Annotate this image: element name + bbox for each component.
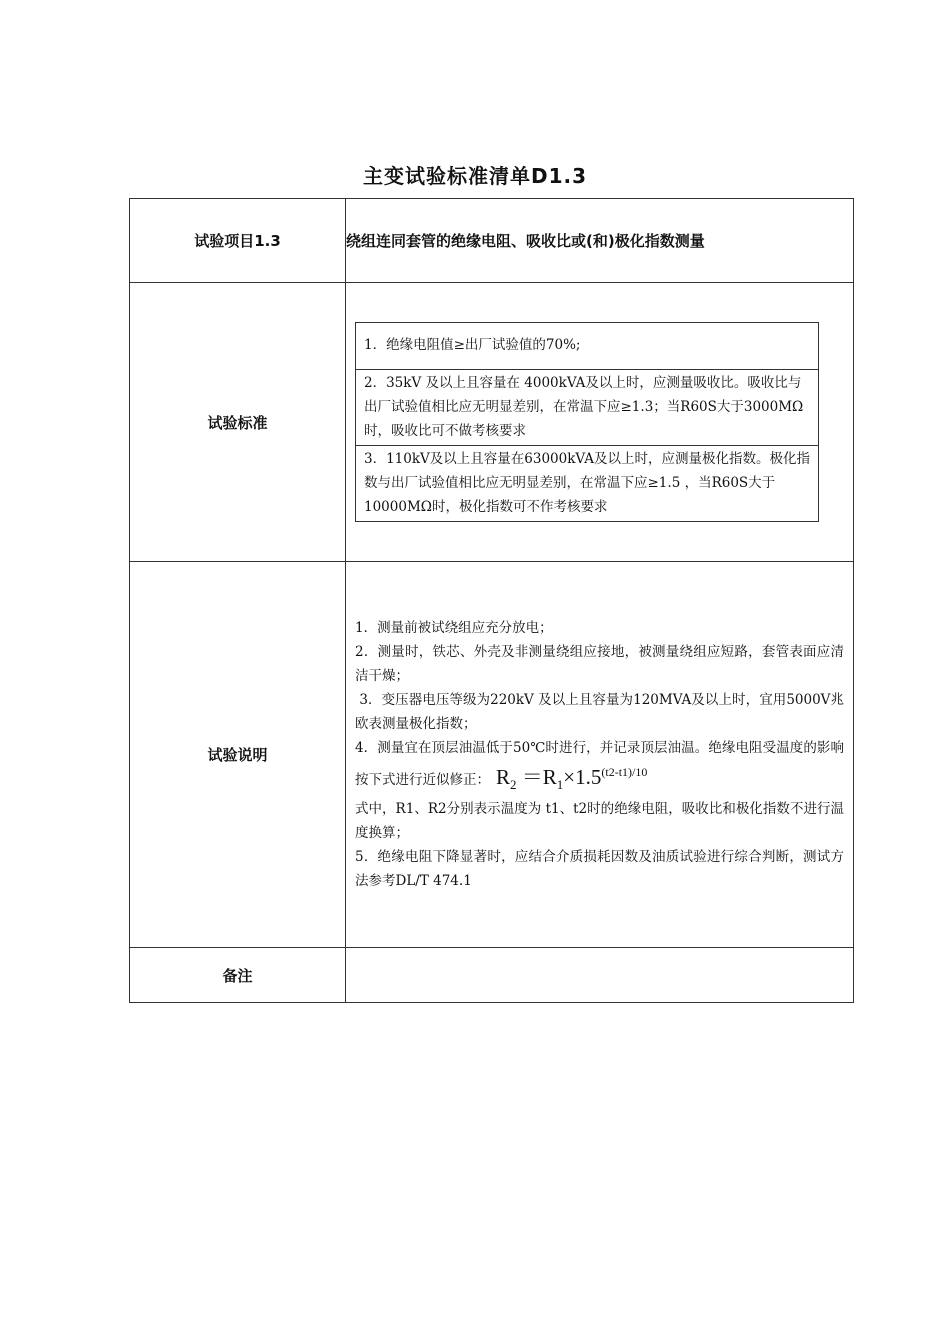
table-row: [130, 283, 854, 562]
standard-label: 试验标准: [130, 283, 346, 562]
description-p2: 2．测量时，铁芯、外壳及非测量绕组应接地，被测量绕组应短路，套管表面应清洁干燥；: [355, 643, 844, 684]
standard-item-2: 2．35kV 及以上且容量在 4000kVA及以上时，应测量吸收比。吸收比与出厂试验值相比应无明显差别，在常温下应≥1.3；当R60S大于3000MΩ 时，吸收比可不做考核要求: [356, 369, 818, 445]
item-value: 绕组连同套管的绝缘电阻、吸收比或(和)极化指数测量: [346, 199, 854, 283]
standard-item-1: 1．绝缘电阻值≥出厂试验值的70%;: [364, 337, 581, 353]
description-p4-text: 4．测量宜在顶层油温低于50℃时进行，并记录顶层油温。绝缘电阻受温度的影响按下式进行近似修正：: [355, 739, 844, 788]
remarks-value: [346, 948, 854, 1003]
temperature-correction-formula: $R_2 =R_1\times 1.5^{(t2-t1)/10}$: [496, 764, 648, 793]
description-label: 试验说明: [130, 562, 346, 948]
table-row: [130, 199, 854, 283]
description-p5: 式中，R1、R2分别表示温度为 t1、t2时的绝缘电阻，吸收比和极化指数不进行温度换算；: [355, 801, 844, 842]
remarks-label: 备注: [130, 948, 346, 1003]
table-row: [130, 562, 854, 948]
description-p4: [355, 736, 844, 797]
page-title: 主变试验标准清单D1.3: [362, 164, 588, 188]
description-cell: [346, 562, 854, 948]
standard-item-3: 3．110kV及以上且容量在63000kVA及以上时，应测量极化指数。极化指数与出厂试验值相比应无明显差别，在常温下应≥1.5 ，当R60S大于10000MΩ时，极化指数可不作考核要求: [356, 445, 818, 521]
test-standard-table: [129, 198, 854, 1003]
table-row: [130, 948, 854, 1003]
description-p6: 5．绝缘电阻下降显著时，应结合介质损耗因数及油质试验进行综合判断，测试方法参考DL/T 474.1: [355, 849, 844, 890]
standard-box: [355, 322, 819, 522]
description-text: [346, 616, 853, 893]
standard-cell: [346, 283, 854, 562]
item-label: 试验项目1.3: [130, 199, 346, 283]
description-p3: 3．变压器电压等级为220kV 及以上且容量为120MVA及以上时，宜用5000V兆欧表测量极化指数；: [355, 691, 844, 732]
description-p1: 1．测量前被试绕组应充分放电；: [355, 619, 553, 636]
